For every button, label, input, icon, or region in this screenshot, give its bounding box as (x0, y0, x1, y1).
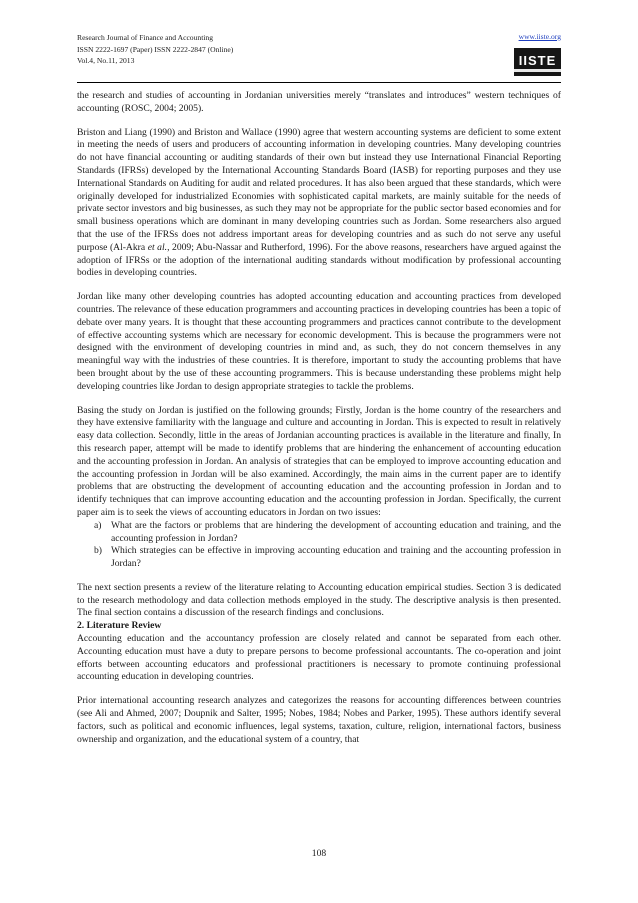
paragraph-5: The next section presents a review of the literature relating to Accounting education empirical studies. Section 3 is dedicated to the research methodology and data collection methods employed in the study. The descriptive analysis is then presented. The final section contains a discussion of the research findings and conclusions. (77, 581, 561, 619)
list-item (94, 545, 561, 571)
header-rule (77, 82, 561, 83)
paragraph-3: Jordan like many other developing countries has adopted accounting education and accounting practices from developed countries. The relevance of these education programmers and accounting practices in developing countries has been a topic of debate over many years. It is thought that these accounting programmers and practices cannot contribute to the development of effective accounting systems which are necessary for economic development. This is because the programmers were not designed with the environment of developing countries in mind and, as such, they do not concern themselves in any meaningful way with the industries of these countries. It is therefore, important to study the accounting problems that have been brought about by the use of these accounting programmers. This is because understanding these problems might help developing countries like Jordan to design appropriate strategies to tackle the problems. (77, 291, 561, 392)
volume-line: Vol.4, No.11, 2013 (77, 56, 135, 66)
paragraph-2-text-a: Briston and Liang (1990) and Briston and Wallace (1990) agree that western accounting systems are deficient to some extent in meeting the needs of users and producers of accounting information in developing countries. Many developing countries do not have financial accounting or auditing standards of their own but instead they use International Financial Reporting Standards (IFRSs) developed by the International Accounting Standards Board (IASB) for reporting purposes and they use International Standards on Auditing for audit and related procedures. It has also been argued that these standards, which were originally developed for industrialized Economies with sophisticated capital markets, are mainly suitable for the needs of private sector investors and big businesses, as such they may not be appropriate for the public sector based economies and for small business operations which are dominant in many developing countries such as Jordan. Some researchers also argued that the use of the IFRSs does not address important areas for developing countries and as such do not serve any useful purpose (Al-Akra (77, 126, 561, 253)
page-body (77, 90, 561, 757)
journal-url-link[interactable]: www.iiste.org (518, 32, 561, 41)
paragraph-2 (77, 127, 561, 281)
paragraph-4: Basing the study on Jordan is justified on the following grounds; Firstly, Jordan is the home country of the researchers and they have extensive familiarity with the language and culture and accounting in Jordan. This is expected to result in relatively easy data collection. Secondly, little in the areas of Jordanian accounting practices is available in the literature and finally, In this research paper, attempt will be made to identify problems that are hindering the enhancement of accounting education and the accounting profession in Jordan. An analysis of strategies that can be employed to improve accounting education and the accounting profession in Jordan will be also examined. Accordingly, the main aims in the current paper are to identify problems that are obstructing the development of accounting education and the accounting profession in Jordan and to identify techniques that can improve accounting education and the accounting profession in Jordan. Specifically, the current paper aim is to seek the views of accounting educators in Jordan on two issues: (77, 404, 561, 518)
issn-line: ISSN 2222-1697 (Paper) ISSN 2222-2847 (Online) (77, 44, 234, 54)
issues-list (77, 520, 561, 571)
iiste-logo (514, 48, 561, 76)
section-heading: 2. Literature Review (77, 620, 162, 632)
paragraph-1: the research and studies of accounting in Jordanian universities merely “translates and introduces” western techniques of accounting (ROSC, 2004; 2005). (77, 90, 561, 114)
paragraph-2-text-b: , 2009; Abu-Nassar and Rutherford, 1996). For the above reasons, researchers have argued against the adoption of IFRSs or the adoption of the international auditing standards without modification by professional accounting bodies in developing countries. (77, 241, 561, 279)
page-header (77, 32, 561, 80)
page-number: 108 (311, 848, 327, 859)
logo-stripe (514, 69, 561, 72)
logo-text: IISTE (518, 53, 557, 68)
list-marker: a) (94, 519, 102, 531)
list-marker: b) (94, 545, 102, 557)
paragraph-6: Accounting education and the accountancy profession are closely related and cannot be separated from each other. Accounting education must have a duty to prepare persons to become professional accountants. The co-operation and joint efforts between accounting educators and professional practitioners is necessary to promote continuing professional accounting education in developing countries. (77, 633, 561, 683)
paragraph-2-italic: et al. (147, 241, 168, 253)
paragraph-7: Prior international accounting research analyzes and categorizes the reasons for accounting differences between countries (see Ali and Ahmed, 2007; Doupnik and Salter, 1995; Nobes, 1984; Nobes and Parker, 1995). These authors identify several factors, such as political and economic influences, legal systems, taxation, culture, religion, international factors, business ownership and organization, and the educational system of a country, that (77, 695, 561, 745)
list-item-text: What are the factors or problems that are hindering the development of accounting education and training, and the accounting profession in Jordan? (111, 519, 561, 544)
list-item (94, 519, 561, 546)
list-item-text: Which strategies can be effective in improving accounting education and training and the accounting profession in Jordan? (111, 545, 561, 570)
journal-title: Research Journal of Finance and Accounting (77, 33, 214, 42)
